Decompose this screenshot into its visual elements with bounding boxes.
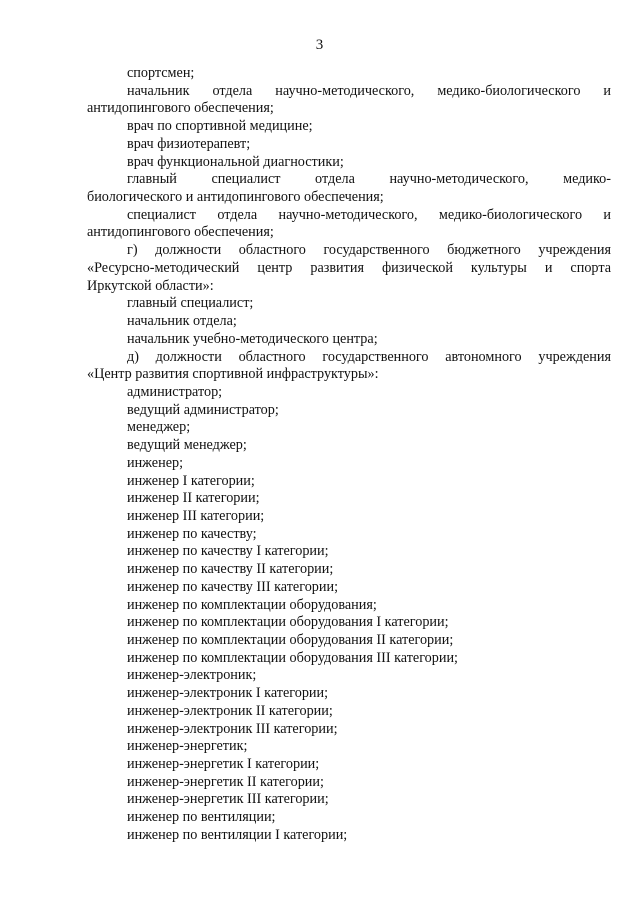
text-line: инженер II категории; — [127, 490, 260, 507]
text-line: главный специалист отдела научно-методического, медико- — [127, 171, 611, 188]
text-line: инженер по вентиляции; — [127, 809, 276, 826]
text-line: инженер-энергетик; — [127, 738, 248, 755]
text-line: биологического и антидопингового обеспечения; — [87, 189, 384, 206]
text-line: инженер-электроник III категории; — [127, 720, 338, 737]
text-line: врач физиотерапевт; — [127, 135, 251, 152]
text-line: ведущий администратор; — [127, 401, 279, 418]
text-line: специалист отдела научно-методического, медико-биологического и — [127, 206, 611, 223]
text-line: инженер по вентиляции I категории; — [127, 826, 348, 843]
text-line: инженер I категории; — [127, 472, 255, 489]
text-line: инженер; — [127, 454, 184, 471]
text-line: инженер-энергетик II категории; — [127, 773, 324, 790]
text-line: инженер по комплектации оборудования III категории; — [127, 649, 458, 666]
text-line: врач функциональной диагностики; — [127, 153, 344, 170]
text-line: инженер по комплектации оборудования I категории; — [127, 614, 449, 631]
text-line: инженер по качеству II категории; — [127, 561, 334, 578]
text-line: инженер-энергетик I категории; — [127, 756, 320, 773]
text-line: инженер по комплектации оборудования II категории; — [127, 632, 454, 648]
text-line: инженер по качеству; — [127, 525, 257, 542]
text-line: Иркутской области»: — [87, 277, 214, 294]
text-line: инженер по качеству III категории; — [127, 578, 339, 595]
document-body — [87, 65, 611, 845]
text-line: начальник учебно-методического центра; — [127, 330, 378, 347]
text-line: ведущий менеджер; — [127, 437, 247, 454]
text-line: инженер-электроник II категории; — [127, 702, 333, 719]
text-line: антидопингового обеспечения; — [87, 224, 274, 241]
text-line: антидопингового обеспечения; — [87, 100, 274, 117]
text-line: начальник отдела; — [127, 313, 237, 330]
text-line: инженер по комплектации оборудования; — [127, 596, 377, 613]
text-line: «Центр развития спортивной инфраструктуры»: — [87, 366, 379, 383]
text-line: инженер по качеству I категории; — [127, 543, 329, 560]
text-line: администратор; — [127, 383, 223, 400]
text-line: г) должности областного государственного бюджетного учреждения — [127, 242, 611, 259]
text-line: инженер-электроник I категории; — [127, 685, 329, 702]
text-line: инженер III категории; — [127, 507, 265, 524]
text-line: главный специалист; — [127, 295, 254, 312]
text-line: врач по спортивной медицине; — [127, 118, 313, 135]
page-number: 3 — [315, 37, 324, 53]
text-line: менеджер; — [127, 419, 191, 436]
text-line: д) должности областного государственного автономного учреждения — [127, 348, 611, 365]
text-line: «Ресурсно-методический центр развития физической культуры и спорта — [87, 259, 611, 276]
text-line: начальник отдела научно-методического, медико-биологического и — [127, 82, 611, 99]
text-line: инженер-электроник; — [127, 667, 257, 684]
text-line: инженер-энергетик III категории; — [127, 791, 329, 808]
text-line: спортсмен; — [127, 65, 195, 81]
